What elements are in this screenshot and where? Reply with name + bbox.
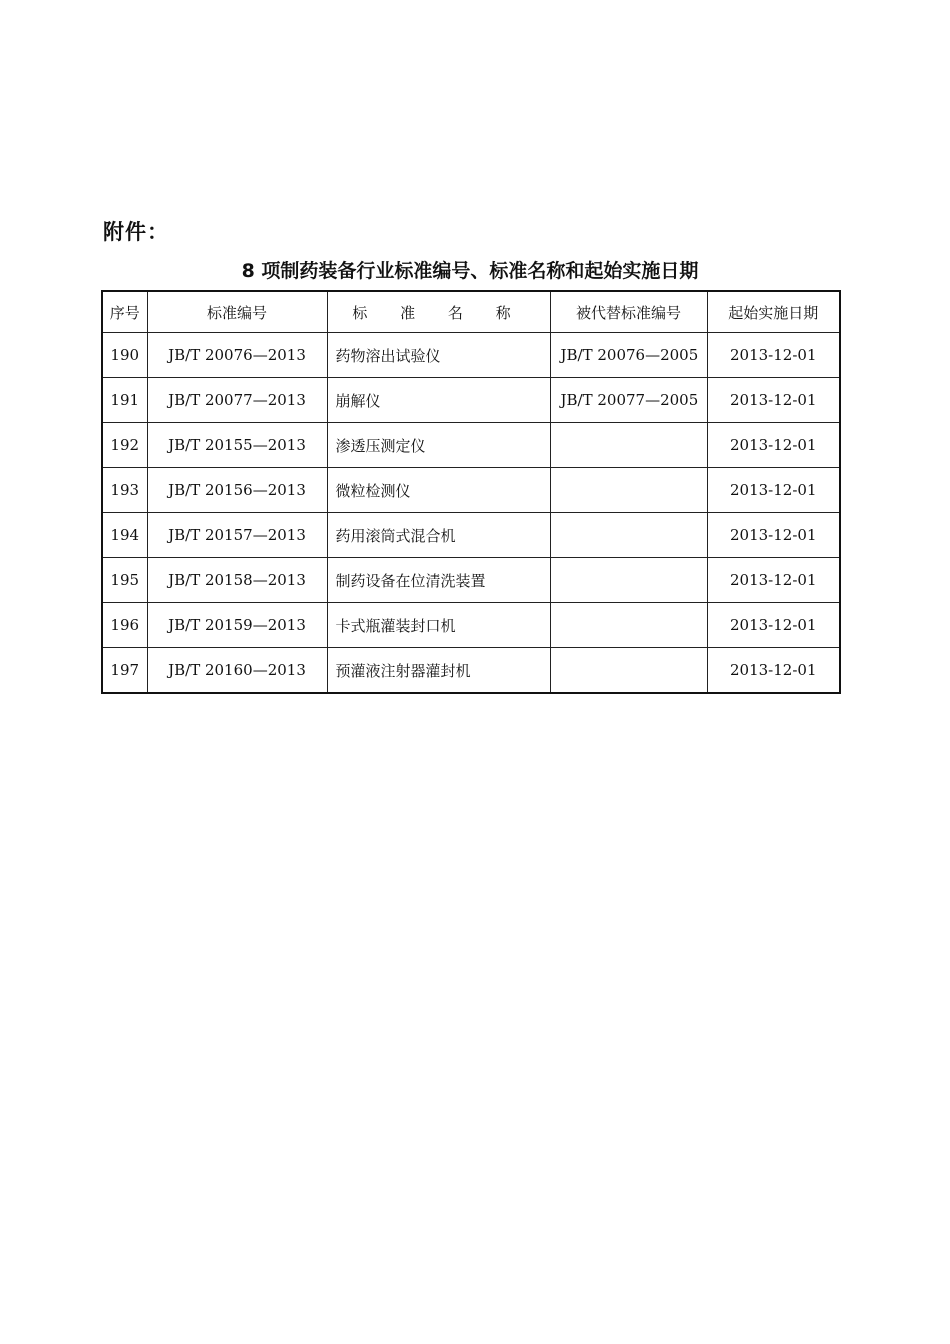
cell-effective-date: 2013-12-01 bbox=[707, 333, 840, 378]
cell-effective-date: 2013-12-01 bbox=[707, 558, 840, 603]
cell-standard-code: JB/T 20159—2013 bbox=[147, 603, 327, 648]
cell-replaced-code: JB/T 20076—2005 bbox=[550, 333, 707, 378]
cell-standard-name: 药物溶出试验仪 bbox=[327, 333, 550, 378]
header-effective-date: 起始实施日期 bbox=[707, 291, 840, 333]
cell-serial-number: 193 bbox=[102, 468, 147, 513]
cell-replaced-code bbox=[550, 513, 707, 558]
header-standard-code: 标准编号 bbox=[147, 291, 327, 333]
cell-serial-number: 196 bbox=[102, 603, 147, 648]
table-row bbox=[102, 468, 840, 513]
cell-standard-code: JB/T 20156—2013 bbox=[147, 468, 327, 513]
cell-replaced-code bbox=[550, 468, 707, 513]
cell-serial-number: 191 bbox=[102, 378, 147, 423]
header-replaced-code: 被代替标准编号 bbox=[550, 291, 707, 333]
table-row bbox=[102, 378, 840, 423]
cell-replaced-code bbox=[550, 648, 707, 694]
cell-standard-code: JB/T 20157—2013 bbox=[147, 513, 327, 558]
table-header-row bbox=[102, 291, 840, 333]
cell-serial-number: 194 bbox=[102, 513, 147, 558]
cell-standard-name: 崩解仪 bbox=[327, 378, 550, 423]
table-row bbox=[102, 603, 840, 648]
cell-effective-date: 2013-12-01 bbox=[707, 513, 840, 558]
table-row bbox=[102, 333, 840, 378]
cell-serial-number: 190 bbox=[102, 333, 147, 378]
cell-standard-code: JB/T 20160—2013 bbox=[147, 648, 327, 694]
cell-effective-date: 2013-12-01 bbox=[707, 378, 840, 423]
cell-effective-date: 2013-12-01 bbox=[707, 423, 840, 468]
table-row bbox=[102, 423, 840, 468]
cell-serial-number: 195 bbox=[102, 558, 147, 603]
cell-standard-name: 制药设备在位清洗装置 bbox=[327, 558, 550, 603]
header-standard-name: 标 准 名 称 bbox=[327, 291, 550, 333]
table-row bbox=[102, 648, 840, 694]
cell-effective-date: 2013-12-01 bbox=[707, 603, 840, 648]
cell-standard-code: JB/T 20158—2013 bbox=[147, 558, 327, 603]
cell-standard-name: 卡式瓶灌装封口机 bbox=[327, 603, 550, 648]
cell-standard-name: 预灌液注射器灌封机 bbox=[327, 648, 550, 694]
attachment-label: 附件： bbox=[103, 220, 169, 244]
document-title: 8 项制药装备行业标准编号、标准名称和起始实施日期 bbox=[241, 260, 699, 282]
table-row bbox=[102, 513, 840, 558]
cell-replaced-code bbox=[550, 423, 707, 468]
cell-standard-name: 微粒检测仪 bbox=[327, 468, 550, 513]
cell-standard-code: JB/T 20155—2013 bbox=[147, 423, 327, 468]
cell-replaced-code: JB/T 20077—2005 bbox=[550, 378, 707, 423]
cell-standard-code: JB/T 20076—2013 bbox=[147, 333, 327, 378]
cell-effective-date: 2013-12-01 bbox=[707, 648, 840, 694]
standards-table bbox=[101, 290, 841, 694]
table-row bbox=[102, 558, 840, 603]
cell-serial-number: 197 bbox=[102, 648, 147, 694]
cell-serial-number: 192 bbox=[102, 423, 147, 468]
cell-replaced-code bbox=[550, 603, 707, 648]
cell-replaced-code bbox=[550, 558, 707, 603]
cell-standard-code: JB/T 20077—2013 bbox=[147, 378, 327, 423]
cell-standard-name: 药用滚筒式混合机 bbox=[327, 513, 550, 558]
cell-effective-date: 2013-12-01 bbox=[707, 468, 840, 513]
header-serial-number: 序号 bbox=[102, 291, 147, 333]
cell-standard-name: 渗透压测定仪 bbox=[327, 423, 550, 468]
